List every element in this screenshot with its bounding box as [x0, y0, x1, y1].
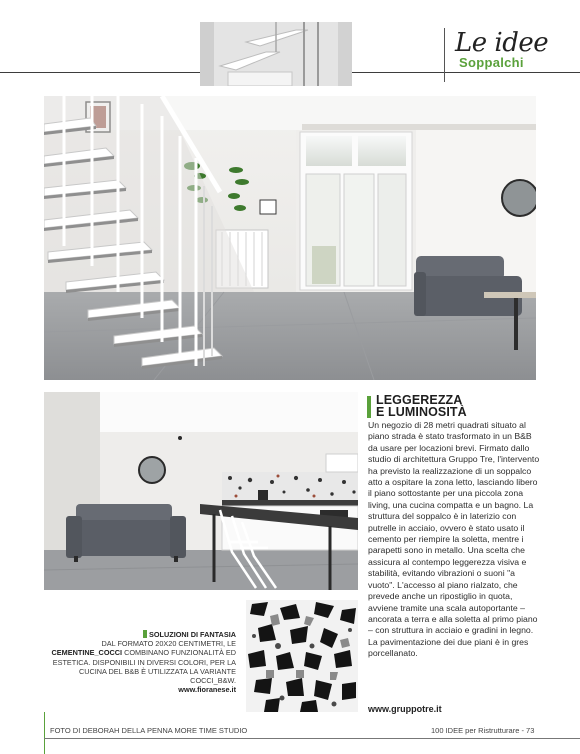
- brand-divider: [444, 28, 445, 82]
- caption-text-post: COMBINANO FUNZIONALITÀ ED ESTETICA. DISPONIBILI IN DIVERSI COLORI, PER LA CUCINA DEL B&B È UTILIZZATA LA VARIANTE COCCI_B&W.: [52, 648, 236, 686]
- product-caption: [48, 630, 236, 694]
- caption-title: SOLUZIONI DI FANTASIA: [148, 630, 236, 639]
- photo-credit: FOTO DI DEBORAH DELLA PENNA MORE TIME STUDIO: [50, 726, 248, 735]
- header-thumbnail: [200, 22, 352, 86]
- heading-accent-bar: [367, 396, 371, 418]
- main-photo-living-stair: [44, 96, 536, 380]
- footer-rule: [44, 738, 580, 739]
- page-folio: 100 IDEE per Ristrutturare - 73: [431, 726, 535, 735]
- article-body: Un negozio di 28 metri quadrati situato al piano strada è stato trasformato in un B&B da usare per locazioni brevi. Firmato dallo studio di architettura Gruppo Tre, l'intervento ha previsto la realizzazione di un soppalco atto a ospitare la zona letto, lasciando libero il piano sottostante per una piccola zona living, una cucina compatta e un bagno. La struttura del soppalco è in laterizio con putrelle in acciaio, ovvero è stato usato il cemento per riempire la soletta, mentre i parapetti sono in metallo. Una scelta che assicura al contempo leggerezza visiva e stabilità, evitando vibrazioni o suoni "a vuoto". L'accesso al piano rialzato, che prevede anche un ripostiglio in quota, avviene tramite una scala autoportante – ancorata a terra e alla soletta al primo piano – con struttura in acciaio e gradini in legno. La pavimentazione dei due piani è in gres porcellanato.: [368, 420, 540, 659]
- section-brand-subtitle: Soppalchi: [459, 55, 524, 70]
- caption-product-name: CEMENTINE_COCCI: [51, 648, 123, 658]
- article-heading: [376, 394, 546, 418]
- article-heading-line-2: E LUMINOSITÀ: [376, 405, 467, 419]
- section-brand-title: Le idee: [455, 28, 549, 58]
- article-website-link[interactable]: www.gruppotre.it: [368, 704, 442, 714]
- footer-accent-line: [44, 712, 45, 754]
- tile-swatch-photo: [246, 600, 358, 712]
- kitchen-photo: [44, 392, 358, 590]
- article-heading-line-1: LEGGEREZZA: [376, 393, 463, 407]
- caption-accent-bar: [143, 630, 147, 638]
- caption-website-link[interactable]: www.fioranese.it: [178, 685, 236, 695]
- caption-text-pre: DAL FORMATO 20X20 CENTIMETRI, LE: [101, 639, 236, 649]
